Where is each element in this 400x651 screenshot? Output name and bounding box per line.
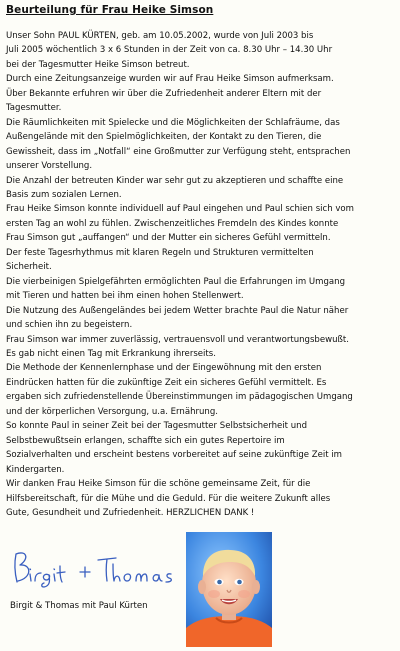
letter-line: und der körperlichen Versorgung, u.a. Ernährung. bbox=[6, 406, 218, 417]
letter-line: Frau Heike Simson konnte individuell auf Paul eingehen und Paul schien sich vom bbox=[6, 204, 354, 215]
letter-line: Eindrücken hatten für die zukünftige Zeit ein sicheres Gefühl vermittelt. Es bbox=[6, 377, 327, 388]
letter-line: Sicherheit. bbox=[6, 262, 52, 273]
letter-line: Frau Simson gut „auffangen“ und der Mutter ein sicheres Gefühl vermitteln. bbox=[6, 233, 331, 244]
letter-line: Durch eine Zeitungsanzeige wurden wir auf Frau Heike Simson aufmerksam. bbox=[6, 74, 334, 85]
child-photo bbox=[186, 532, 272, 647]
letter-line: und schien ihn zu begeistern. bbox=[6, 320, 133, 331]
letter-line: Der feste Tagesrhythmus mit klaren Regeln und Strukturen vermittelten bbox=[6, 247, 314, 258]
letter-line: Juli 2005 wöchentlich 3 x 6 Stunden in der Zeit von ca. 8.30 Uhr – 14.30 Uhr bbox=[6, 45, 333, 56]
letter-line: Tagesmutter. bbox=[6, 103, 62, 114]
handwritten-signature bbox=[8, 548, 198, 588]
letter-line: Es gab nicht einen Tag mit Erkrankung ihrerseits. bbox=[6, 348, 216, 359]
letter-line: Kindergarten. bbox=[6, 464, 65, 475]
letter-line: Die vierbeinigen Spielgefährten ermöglichten Paul die Erfahrungen im Umgang bbox=[6, 276, 346, 287]
letter-line: Frau Simson war immer zuverlässig, vertrauensvoll und verantwortungsbewußt. bbox=[6, 334, 349, 345]
letter-line: Die Methode der Kennenlernphase und der Eingewöhnung mit den ersten bbox=[6, 363, 322, 374]
letter-body bbox=[6, 29, 398, 520]
letter-line: Die Räumlichkeiten mit Spielecke und die Möglichkeiten der Schlafräume, das bbox=[6, 117, 340, 128]
letter-line: bei der Tagesmutter Heike Simson betreut. bbox=[6, 59, 190, 70]
letter-line: mit Tieren und hatten bei ihm einen hohen Stellenwert. bbox=[6, 291, 244, 302]
letter-line: Die Nutzung des Außengeländes bei jedem Wetter brachte Paul die Natur näher bbox=[6, 305, 349, 316]
letter-line: Unser Sohn PAUL KÜRTEN, geb. am 10.05.2002, wurde von Juli 2003 bis bbox=[6, 31, 314, 41]
letter-line: ergaben sich zufriedenstellende Übereinstimmungen im pädagogischen Umgang bbox=[6, 392, 353, 403]
letter-line: Sozialverhalten und erscheint bestens vorbereitet auf seine zukünftige Zeit im bbox=[6, 450, 342, 461]
letter-line: ersten Tag an wohl zu fühlen. Zwischenzeitliches Fremdeln des Kindes konnte bbox=[6, 218, 339, 229]
letter-line: Selbstbewußtsein erlangen, schaffte sich ein gutes Repertoire im bbox=[6, 435, 285, 446]
letter-line: Außengelände mit den Spielmöglichkeiten, der Kontakt zu den Tieren, die bbox=[6, 132, 322, 143]
letter-line: Wir danken Frau Heike Simson für die schöne gemeinsame Zeit, für die bbox=[6, 479, 311, 490]
letter-line: unserer Vorstellung. bbox=[6, 161, 93, 172]
letter-title: Beurteilung für Frau Heike Simson bbox=[6, 4, 214, 16]
letter-line: Basis zum sozialen Lernen. bbox=[6, 189, 122, 200]
letter-line: Hilfsbereitschaft, für die Mühe und die Geduld. Für die weitere Zukunft alles bbox=[6, 493, 331, 504]
letter-line: Gewissheit, dass im „Notfall“ eine Großmutter zur Verfügung steht, entsprachen bbox=[6, 146, 351, 157]
letter-line: Gute, Gesundheit und Zufriedenheit. HERZLICHEN DANK ! bbox=[6, 507, 255, 518]
letter-line: Die Anzahl der betreuten Kinder war sehr gut zu akzeptieren und schaffte eine bbox=[6, 175, 344, 186]
signers-name: Birgit & Thomas mit Paul Kürten bbox=[10, 601, 148, 611]
letter-line: Über Bekannte erfuhren wir über die Zufriedenheit anderer Eltern mit der bbox=[6, 88, 322, 99]
letter-line: So konnte Paul in seiner Zeit bei der Tagesmutter Selbstsicherheit und bbox=[6, 421, 308, 432]
